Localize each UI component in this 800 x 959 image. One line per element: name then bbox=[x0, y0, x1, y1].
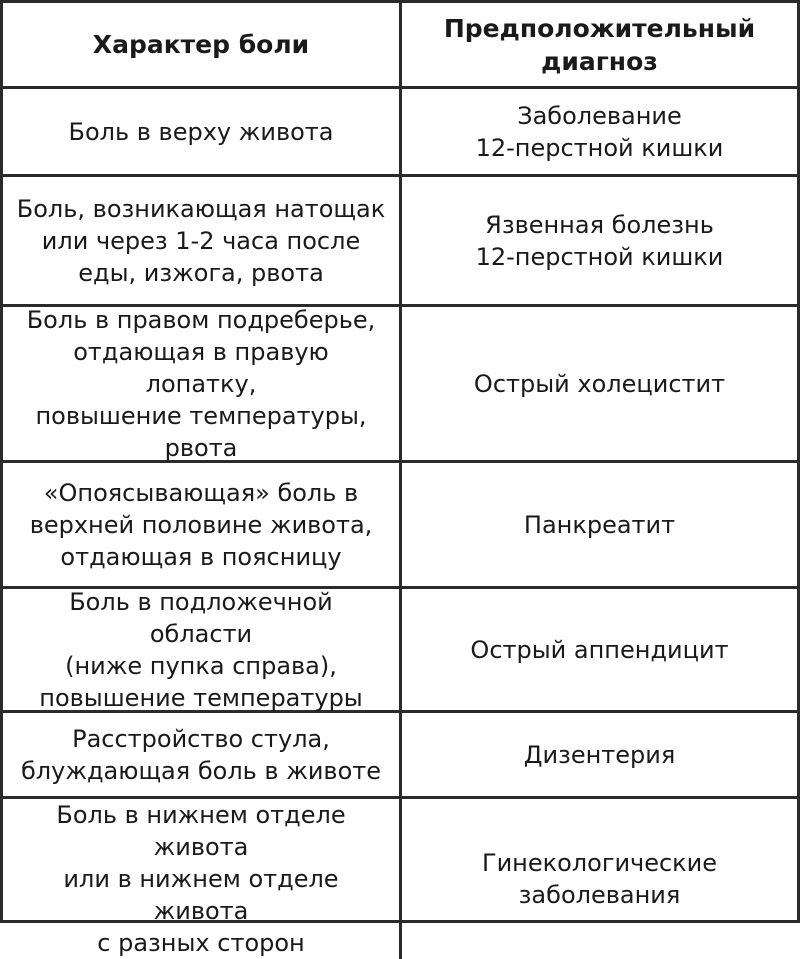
row-2-pain: Боль, возникающая натощак или через 1-2 часа после еды, изжога, рвота bbox=[3, 177, 402, 307]
row-1-diagnosis: Заболевание 12-перстной кишки bbox=[402, 89, 797, 177]
header-presumed-diagnosis: Предположительный диагноз bbox=[402, 3, 797, 89]
row-7-diagnosis: Гинекологические заболевания bbox=[481, 849, 718, 909]
row-5-diagnosis: Острый аппендицит bbox=[402, 589, 797, 713]
row-4-pain: «Опоясывающая» боль в верхней половине живота, отдающая в поясницу bbox=[3, 463, 402, 589]
row-4-diagnosis: Панкреатит bbox=[402, 463, 797, 589]
row-3-pain: Боль в правом подреберье, отдающая в правую лопатку, повышение температуры, рвота bbox=[3, 307, 402, 463]
header-pain-character: Характер боли bbox=[3, 3, 402, 89]
row-5-pain: Боль в подложечной области (ниже пупка справа), повышение температуры bbox=[3, 589, 402, 713]
row-3-diagnosis: Острый холецистит bbox=[402, 307, 797, 463]
row-6-pain: Расстройство стула, блуждающая боль в животе bbox=[3, 713, 402, 799]
row-6-diagnosis: Дизентерия bbox=[402, 713, 797, 799]
row-2-diagnosis: Язвенная болезнь 12-перстной кишки bbox=[402, 177, 797, 307]
row-1-pain: Боль в верху живота bbox=[3, 89, 402, 177]
row-7-pain: Боль в нижнем отделе живота или в нижнем отделе живота с разных сторон bbox=[3, 799, 402, 959]
